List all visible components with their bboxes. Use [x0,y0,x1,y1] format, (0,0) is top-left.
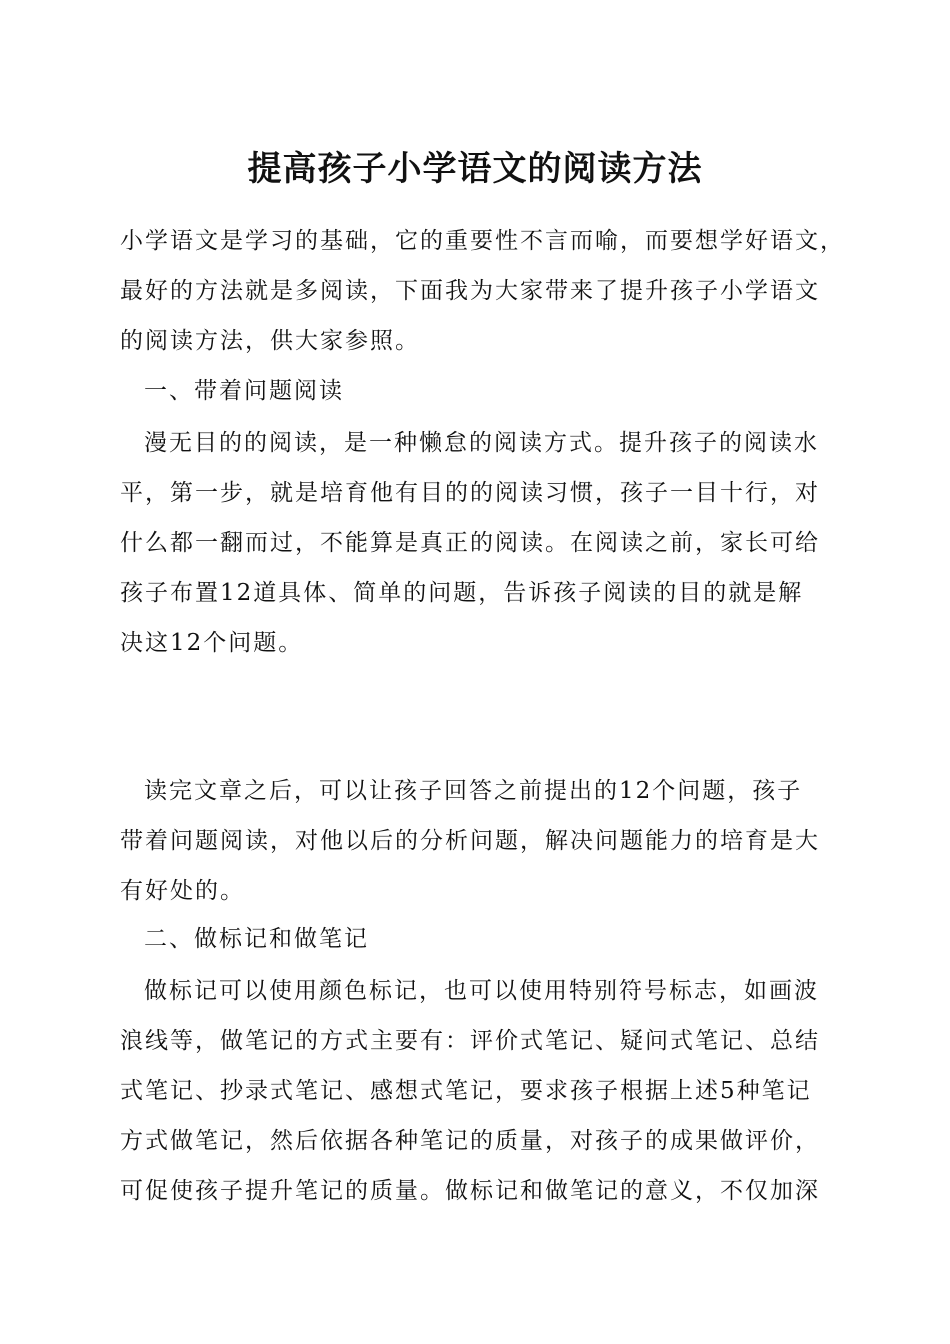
paragraph-line: 读完文章之后，可以让孩子回答之前提出的12个问题，孩子 [144,778,803,804]
paragraph-line: 决这12个问题。 [120,630,304,656]
paragraph-line: 式笔记、抄录式笔记、感想式笔记，要求孩子根据上述5种笔记 [120,1078,812,1104]
paragraph-line: 可促使孩子提升笔记的质量。做标记和做笔记的意义，不仅加深 [120,1178,820,1204]
paragraph-line: 漫无目的的阅读，是一种懒怠的阅读方式。提升孩子的阅读水 [144,430,819,456]
heading-text: 一、带着问题阅读 [144,378,344,404]
paragraph-3 [120,966,840,1216]
paragraph-line: 浪线等，做笔记的方式主要有：评价式笔记、疑问式笔记、总结 [120,1028,820,1054]
paragraph-line: 做标记可以使用颜色标记，也可以使用特别符号标志，如画波 [144,978,819,1004]
section-heading-1 [120,366,840,416]
document-title: 提高孩子小学语文的阅读方法 [247,149,703,189]
paragraph-line: 方式做笔记，然后依据各种笔记的质量，对孩子的成果做评价， [120,1128,820,1154]
intro-line: 的阅读方法，供大家参照。 [120,328,420,354]
paragraph-line: 孩子布置12道具体、简单的问题，告诉孩子阅读的目的就是解 [120,580,804,606]
intro-line: 最好的方法就是多阅读，下面我为大家带来了提升孩子小学语文 [120,278,820,304]
heading-text: 二、做标记和做笔记 [144,926,369,952]
paragraph-1 [120,418,840,668]
paragraph-2 [120,766,840,916]
paragraph-line: 什么都一翻而过，不能算是真正的阅读。在阅读之前，家长可给 [120,530,820,556]
paragraph-line: 有好处的。 [120,878,245,904]
section-heading-2 [120,914,840,964]
intro-paragraph [120,216,845,366]
paragraph-line: 平，第一步，就是培育他有目的的阅读习惯，孩子一目十行，对 [120,480,820,506]
paragraph-line: 带着问题阅读，对他以后的分析问题，解决问题能力的培育是大 [120,828,820,854]
intro-line: 小学语文是学习的基础，它的重要性不言而喻，而要想学好语文， [120,228,845,254]
